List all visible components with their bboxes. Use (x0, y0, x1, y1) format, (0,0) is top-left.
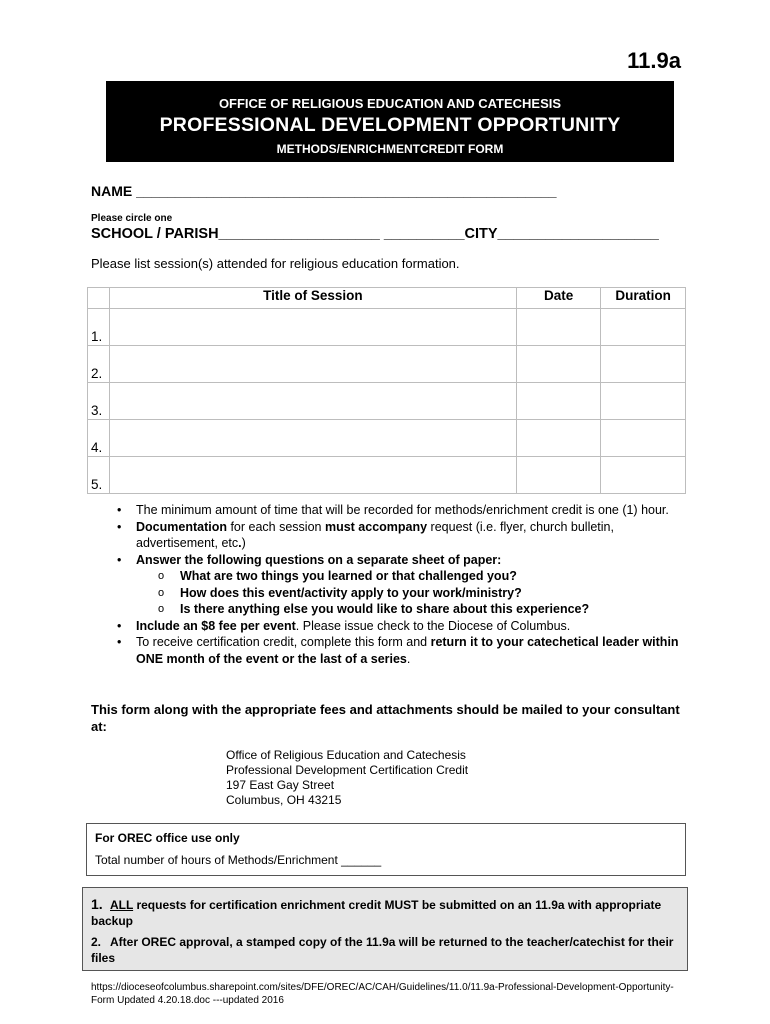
note-item (91, 935, 683, 966)
bullet-text: . Please issue check to the Diocese of Columbus. (295, 618, 571, 633)
address-line: 197 East Gay Street (226, 778, 335, 792)
sub-question: o How does this event/activity apply to your work/ministry? (136, 585, 680, 602)
office-use-box (86, 823, 686, 876)
bullet-minimum-time (114, 502, 680, 519)
note-text: requests for certification enrichment credit MUST be submitted on an 11.9a with appropriate backup (91, 898, 662, 928)
session-title-cell[interactable] (109, 420, 516, 457)
form-title: PROFESSIONAL DEVELOPMENT OPPORTUNITY (159, 114, 621, 136)
table-row (88, 383, 686, 420)
row-number: 4. (88, 420, 110, 457)
bullet-bold: must accompany (324, 519, 428, 534)
bullet-bold: . (238, 536, 242, 550)
note-number: 1. (91, 896, 103, 912)
session-duration-cell[interactable] (601, 346, 686, 383)
table-row (88, 309, 686, 346)
header-number (88, 288, 110, 309)
instructions: Please list session(s) attended for religious education formation. (91, 256, 460, 271)
office-use-hours-field[interactable]: Total number of hours of Methods/Enrichment ______ (95, 853, 382, 867)
session-date-cell[interactable] (516, 383, 600, 420)
session-duration-cell[interactable] (601, 457, 686, 494)
session-duration-cell[interactable] (601, 309, 686, 346)
requirements-list (114, 502, 680, 667)
address-line: Office of Religious Education and Catechesis (226, 748, 466, 762)
circle-note: Please circle one (91, 213, 173, 224)
bullet-text: . (406, 651, 411, 666)
mailing-address (226, 748, 468, 808)
office-name: OFFICE OF RELIGIOUS EDUCATION AND CATECHESIS (218, 96, 562, 111)
bullet-bold: Answer the following questions on a separate sheet of paper: (136, 552, 502, 567)
session-title-cell[interactable] (109, 383, 516, 420)
bullet-text: ) (241, 536, 246, 550)
bullet-questions (114, 552, 680, 618)
table-row (88, 346, 686, 383)
session-duration-cell[interactable] (601, 420, 686, 457)
note-number: 2. (91, 935, 102, 949)
session-title-cell[interactable] (109, 309, 516, 346)
address-line: Columbus, OH 43215 (226, 793, 342, 807)
note-underlined: ALL (110, 898, 134, 912)
session-date-cell[interactable] (516, 457, 600, 494)
school-parish-city-field[interactable]: SCHOOL / PARISH____________________ __________CITY____________________ (91, 226, 659, 242)
note-item (91, 897, 683, 929)
bullet-bold: return it to your catechetical leader within ONE month of the event or the last of a series (136, 635, 679, 666)
form-number: 11.9a (627, 48, 681, 73)
notes-box (82, 887, 688, 971)
session-title-cell[interactable] (109, 346, 516, 383)
table-row (88, 420, 686, 457)
header-banner (106, 81, 674, 162)
note-text: After OREC approval, a stamped copy of the 11.9a will be returned to the teacher/catechist for their files (91, 935, 674, 965)
header-date: Date (516, 288, 600, 309)
bullet-return (114, 634, 680, 667)
table-header-row (88, 288, 686, 309)
bullet-text: The minimum amount of time that will be recorded for methods/enrichment credit is one (1) hour. (136, 503, 669, 517)
bullet-documentation (114, 519, 680, 552)
office-use-title: For OREC office use only (95, 831, 240, 845)
row-number: 2. (88, 346, 110, 383)
bullet-bold: Include an $8 fee per event (136, 618, 296, 633)
footer-path: https://dioceseofcolumbus.sharepoint.com/sites/DFE/OREC/AC/CAH/Guidelines/11.0/11.9a-Professional-Development-Opportunity-Form Updated 4.20.18.doc ---updated 2016 (91, 982, 674, 1006)
session-date-cell[interactable] (516, 420, 600, 457)
row-number: 3. (88, 383, 110, 420)
bullet-text: To receive certification credit, complete this form and (136, 635, 431, 649)
header-duration: Duration (601, 288, 686, 309)
bullet-text: for each session (226, 519, 325, 534)
bullet-fee (114, 618, 680, 635)
sessions-table (87, 287, 686, 494)
row-number: 1. (88, 309, 110, 346)
sub-question: o What are two things you learned or that challenged you? (136, 568, 680, 585)
form-subtitle: METHODS/ENRICHMENTCREDIT FORM (276, 142, 504, 156)
name-field[interactable]: NAME ______________________________________________________ (91, 183, 557, 199)
mail-note: This form along with the appropriate fees and attachments should be mailed to your consultant at: (91, 702, 680, 734)
session-duration-cell[interactable] (601, 383, 686, 420)
bullet-bold: Documentation (136, 519, 227, 534)
bullet-text: request (i.e. flyer, church bulletin, advertisement, etc (136, 519, 614, 550)
row-number: 5. (88, 457, 110, 494)
session-date-cell[interactable] (516, 346, 600, 383)
session-date-cell[interactable] (516, 309, 600, 346)
questions-sublist (136, 568, 680, 618)
address-line: Professional Development Certification Credit (226, 763, 469, 777)
sub-question: o Is there anything else you would like to share about this experience? (136, 601, 680, 618)
header-title-of-session: Title of Session (109, 288, 516, 309)
table-row (88, 457, 686, 494)
session-title-cell[interactable] (109, 457, 516, 494)
